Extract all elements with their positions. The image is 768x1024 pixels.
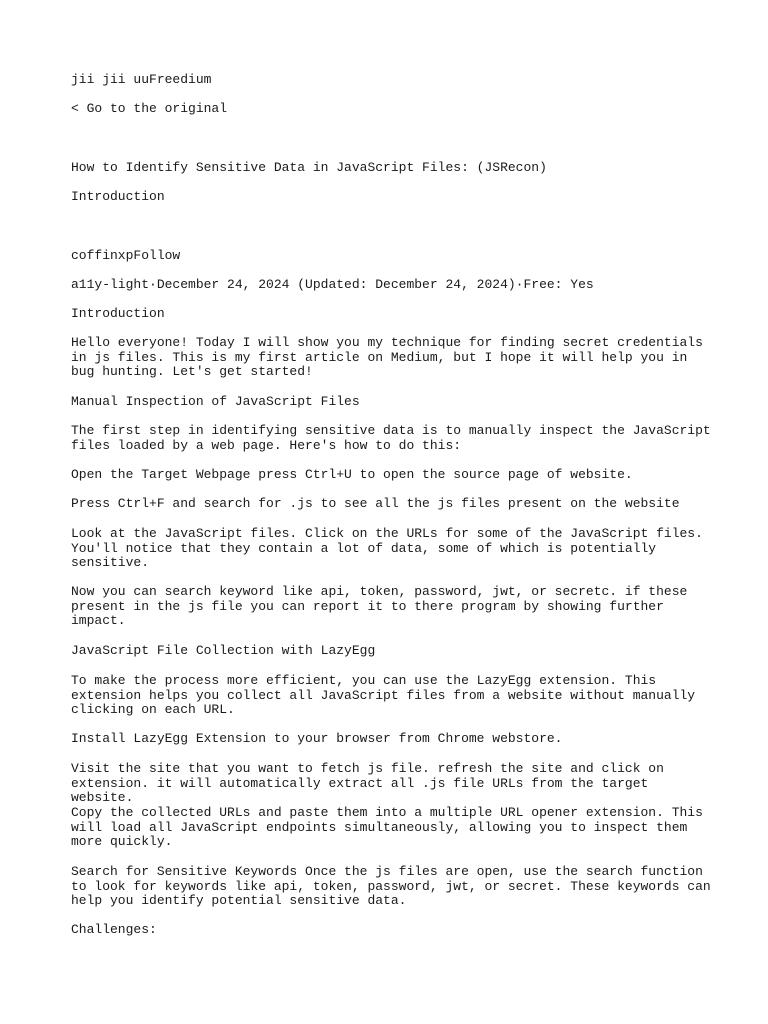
lazyegg-heading: JavaScript File Collection with LazyEgg (71, 643, 376, 658)
go-to-original-link[interactable] (71, 102, 227, 117)
author-line (71, 249, 180, 264)
lazyegg-install-paragraph: Install LazyEgg Extension to your browser from Chrome webstore. (71, 731, 563, 746)
manual-paragraph: The first step in identifying sensitive data is to manually inspect the JavaScript files loaded by a web page. Here's how to do this: (71, 423, 711, 453)
site-brand[interactable]: jii jii uuFreedium (71, 72, 212, 87)
article-meta: a11y-light·December 24, 2024 (Updated: December 24, 2024)·Free: Yes (71, 277, 594, 292)
manual-heading: Manual Inspection of JavaScript Files (71, 394, 360, 409)
lazyegg-visit-paragraph: Visit the site that you want to fetch js file. refresh the site and click on extension. it will automatically extract all .js file URLs from the target website. (71, 761, 664, 806)
article-title: How to Identify Sensitive Data in JavaScript Files: (JSRecon) (71, 160, 547, 175)
intro-heading: Introduction (71, 306, 165, 321)
step-search-paragraph: Press Ctrl+F and search for .js to see all the js files present on the website (71, 496, 680, 511)
author-name[interactable]: coffinxp (71, 248, 134, 263)
go-to-original-label[interactable]: < Go to the original (71, 101, 228, 116)
lazyegg-copy-paragraph: Copy the collected URLs and paste them into a multiple URL opener extension. This will load all JavaScript endpoints simultaneously, allowing you to inspect them more quickly. (71, 805, 703, 850)
step-look-paragraph: Look at the JavaScript files. Click on the URLs for some of the JavaScript files. You'll notice that they contain a lot of data, some of which is potentially sensitive. (71, 526, 703, 571)
follow-button[interactable]: Follow (133, 248, 181, 263)
step-keywords-paragraph: Now you can search keyword like api, token, password, jwt, or secretc. if these present in the js file you can report it to there program by showing further impact. (71, 584, 688, 629)
intro-paragraph: Hello everyone! Today I will show you my technique for finding secret credentials in js files. This is my first article on Medium, but I hope it will help you in bug hunting. Let's get started! (71, 335, 703, 380)
challenges-heading: Challenges: (71, 922, 157, 937)
lazyegg-search-paragraph: Search for Sensitive Keywords Once the js files are open, use the search function to look for keywords like api, token, password, jwt, or secret. These keywords can help you identify potential sensitive data. (71, 864, 711, 909)
step-open-paragraph: Open the Target Webpage press Ctrl+U to open the source page of website. (71, 467, 633, 482)
lazyegg-paragraph: To make the process more efficient, you can use the LazyEgg extension. This extension helps you collect all JavaScript files from a website without manually clicking on each URL. (71, 673, 696, 718)
article-subtitle: Introduction (71, 189, 165, 204)
